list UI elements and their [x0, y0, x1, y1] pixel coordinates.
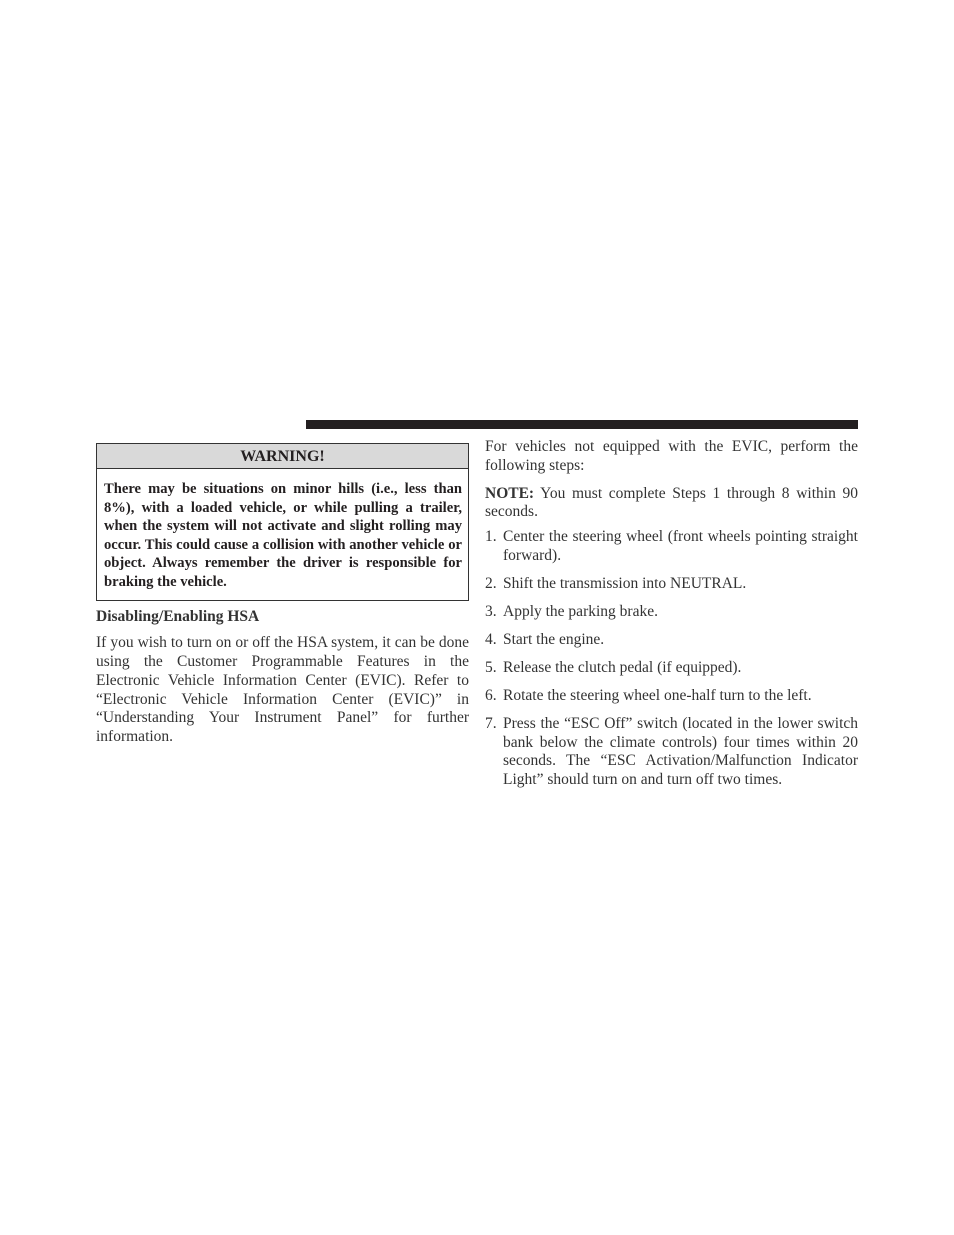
- step-text: Press the “ESC Off” switch (located in the lower switch bank below the climate controls) four times within 20 seconds. The “ESC Activation/Malfunction Indicator Light” should turn on and turn off two times.: [503, 714, 858, 789]
- step-text: Rotate the steering wheel one-half turn to the left.: [503, 686, 812, 704]
- step-number: 7.: [485, 714, 497, 732]
- list-item: [485, 631, 858, 650]
- step-text: Apply the parking brake.: [503, 602, 658, 620]
- warning-box: [96, 443, 469, 601]
- warning-text: There may be situations on minor hills (i.e., less than 8%), with a loaded vehicle, or while pulling a trailer, when the system will not activate and slight rolling may occur. This could cause a collision with another vehicle or object. Always remember the driver is responsible for braking the vehicle.: [104, 481, 462, 590]
- step-text: Start the engine.: [503, 630, 605, 648]
- note-paragraph: [485, 485, 858, 523]
- step-text: Shift the transmission into NEUTRAL.: [503, 574, 747, 592]
- step-number: 4.: [485, 630, 497, 648]
- step-number: 1.: [485, 528, 497, 546]
- steps-list: [485, 528, 858, 790]
- left-column: [96, 443, 469, 747]
- list-item: [485, 659, 858, 678]
- list-item: [485, 575, 858, 594]
- list-item: [485, 715, 858, 790]
- list-item: [485, 603, 858, 622]
- step-text: Center the steering wheel (front wheels pointing straight forward).: [503, 528, 858, 564]
- step-number: 3.: [485, 602, 497, 620]
- list-item: [485, 528, 858, 566]
- step-number: 2.: [485, 574, 497, 592]
- step-number: 6.: [485, 686, 497, 704]
- header-rule: [306, 420, 858, 429]
- step-number: 5.: [485, 658, 497, 676]
- note-text: You must complete Steps 1 through 8 within 90 seconds.: [485, 484, 858, 521]
- note-label: NOTE:: [485, 484, 535, 502]
- section-paragraph: If you wish to turn on or off the HSA system, it can be done using the Customer Programmable Features in the Electronic Vehicle Information Center (EVIC). Refer to “Electronic Vehicle Information Center (EVIC)” in “Understanding Your Instrument Panel” for further information.: [96, 634, 469, 746]
- warning-title: WARNING!: [97, 444, 468, 469]
- intro-paragraph: For vehicles not equipped with the EVIC, perform the following steps:: [485, 438, 858, 474]
- step-text: Release the clutch pedal (if equipped).: [503, 658, 742, 676]
- right-column: [485, 438, 858, 799]
- section-heading: Disabling/Enabling HSA: [96, 607, 260, 625]
- list-item: [485, 687, 858, 706]
